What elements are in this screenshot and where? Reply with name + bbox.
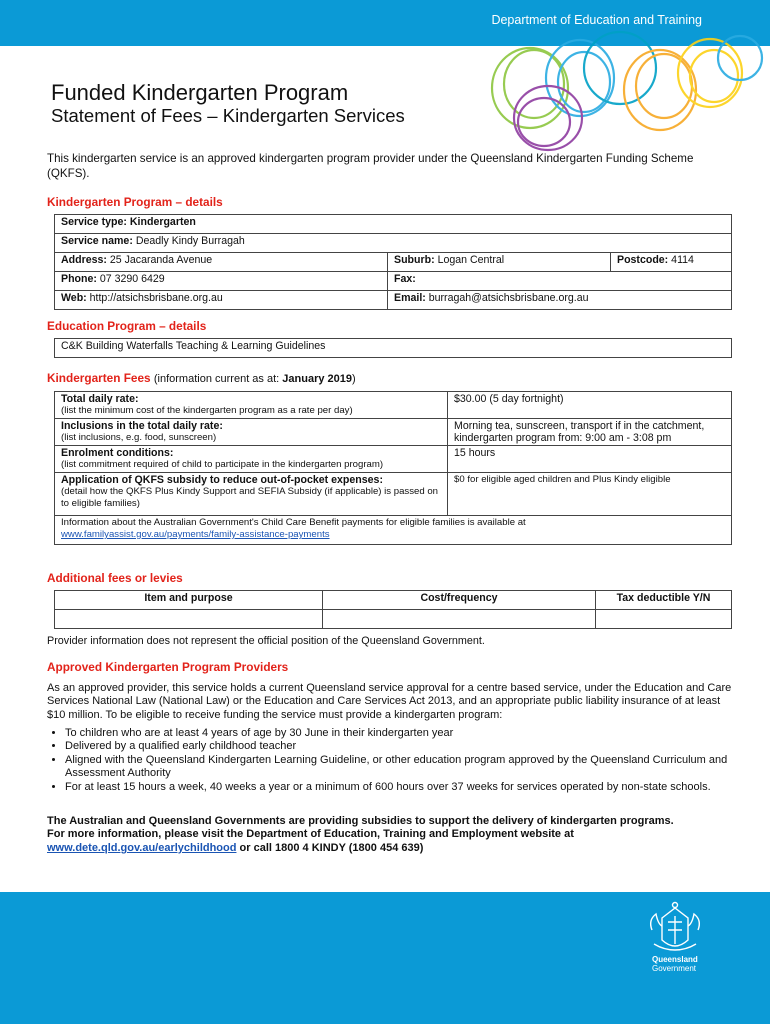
approved-paragraph: As an approved provider, this service holds a current Queensland service approval for a centre based service, under the Education and Care Services National Law (National Law) or the Education and Care Services Act 2013, and an appropriate public liability insurance of at least $10 million. To be eligible to receive funding the service must provide a kindergarten program: <box>47 682 732 721</box>
list-item: • Delivered by a qualified early childhood teacher <box>65 740 745 753</box>
fax-cell: Fax: <box>388 272 732 291</box>
list-item: • Aligned with the Queensland Kindergarten Learning Guideline, or other education program approved by the Queensland Curriculum and Assessment Authority <box>65 754 745 781</box>
service-name-cell: Service name: Deadly Kindy Burragah <box>55 234 732 253</box>
list-item: • To children who are at least 4 years of age by 30 June in their kindergarten year <box>65 727 745 740</box>
approved-heading: Approved Kindergarten Program Providers <box>47 660 289 674</box>
page-title: Funded Kindergarten Program <box>51 80 349 105</box>
fee-row-value: 15 hours <box>448 446 732 473</box>
address-cell: Address: 25 Jacaranda Avenue <box>55 253 388 272</box>
additional-fees-table <box>54 590 732 629</box>
queensland-government-logo: Queensland Government <box>652 955 698 973</box>
fee-row-value: Morning tea, sunscreen, transport if in the catchment, kindergarten program from: 9:00 am - 3:08 pm <box>448 419 732 446</box>
fee-row-label: Inclusions in the total daily rate: (list inclusions, e.g. food, sunscreen) <box>55 419 448 446</box>
postcode-cell: Postcode: 4114 <box>611 253 732 272</box>
department-name: Department of Education and Training <box>491 13 702 27</box>
suburb-cell: Suburb: Logan Central <box>388 253 611 272</box>
fee-row-label: Enrolment conditions: (list commitment required of child to participate in the kindergarten program) <box>55 446 448 473</box>
ccb-info-cell: Information about the Australian Government's Child Care Benefit payments for eligible families is available at www.familyassist.gov.au/payments/family-assistance-payments <box>55 516 732 545</box>
early-childhood-link[interactable]: www.dete.qld.gov.au/earlychildhood <box>47 841 237 854</box>
table-cell <box>55 610 323 629</box>
provider-note: Provider information does not represent the official position of the Queensland Government. <box>47 635 485 647</box>
additional-fees-heading: Additional fees or levies <box>47 571 183 585</box>
web-cell: Web: http://atsichsbrisbane.org.au <box>55 291 388 310</box>
column-header: Cost/frequency <box>323 591 596 610</box>
email-cell: Email: burragah@atsichsbrisbane.org.au <box>388 291 732 310</box>
fees-table <box>54 391 732 545</box>
table-cell <box>323 610 596 629</box>
decorative-scribbles <box>470 18 770 158</box>
column-header: Tax deductible Y/N <box>596 591 732 610</box>
intro-text: This kindergarten service is an approved kindergarten program provider under the Queensland Kindergarten Funding Scheme (QKFS). <box>47 152 694 180</box>
table-cell <box>596 610 732 629</box>
closing-statement: The Australian and Queensland Governments are providing subsidies to support the delivery of kindergarten programs. For more information, please visit the Department of Education, Training and Employment website at www.dete.qld.gov.au/earlychildhood or call 1800 4 KINDY (1800 454 639) <box>47 815 674 854</box>
ccb-link[interactable]: www.familyassist.gov.au/payments/family-assistance-payments <box>61 529 330 540</box>
program-details-table <box>54 214 732 310</box>
page-subtitle: Statement of Fees – Kindergarten Services <box>51 105 405 126</box>
program-details-heading: Kindergarten Program – details <box>47 195 223 209</box>
education-program-table <box>54 338 732 358</box>
fee-row-label: Application of QKFS subsidy to reduce out-of-pocket expenses: (detail how the QKFS Plus Kindy Support and SEFIA Subsidy (if applicable) is passed on to eligible families) <box>55 473 448 516</box>
fee-row-value: $0 for eligible aged children and Plus Kindy eligible <box>448 473 732 516</box>
requirements-list <box>47 727 745 794</box>
list-item: • For at least 15 hours a week, 40 weeks a year or a minimum of 600 hours over 37 weeks for services operated by non-state schools. <box>65 781 745 794</box>
fee-row-value: $30.00 (5 day fortnight) <box>448 392 732 419</box>
service-type-cell: Service type: Kindergarten <box>55 215 732 234</box>
education-program-cell: C&K Building Waterfalls Teaching & Learning Guidelines <box>55 339 732 358</box>
column-header: Item and purpose <box>55 591 323 610</box>
phone-cell: Phone: 07 3290 6429 <box>55 272 388 291</box>
education-details-heading: Education Program – details <box>47 319 207 333</box>
fee-row-label: Total daily rate: (list the minimum cost of the kindergarten program as a rate per day) <box>55 392 448 419</box>
fees-heading: Kindergarten Fees (information current as at: January 2019) <box>47 371 356 385</box>
